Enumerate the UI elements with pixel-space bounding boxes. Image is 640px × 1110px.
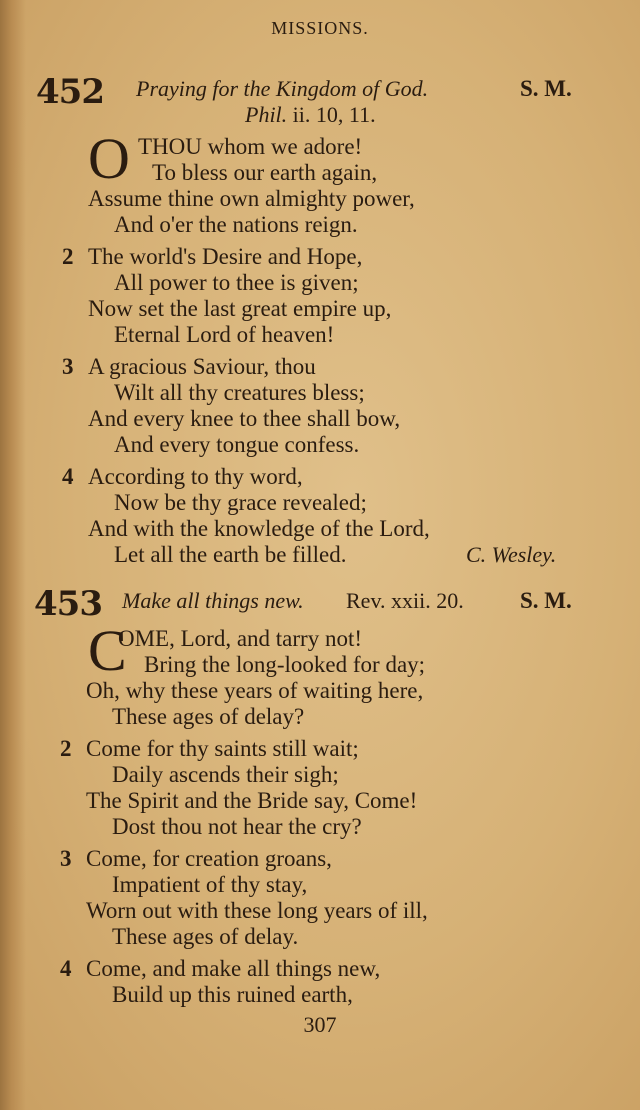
- hymn-title: Praying for the Kingdom of God.: [136, 76, 429, 101]
- verse-line: Eternal Lord of heaven!: [114, 322, 335, 347]
- drop-cap: O: [88, 126, 130, 191]
- verse-line: Worn out with these long years of ill,: [86, 898, 428, 923]
- verse-line: Oh, why these years of waiting here,: [86, 678, 424, 703]
- verse-line: THOU whom we adore!: [138, 134, 363, 159]
- hymn-meter: S. M.: [520, 76, 572, 101]
- verse-number: 3: [60, 846, 72, 871]
- verse-number: 4: [62, 464, 74, 489]
- page-edge-shadow: [0, 0, 26, 1110]
- scripture-ref: Rev. xxii. 20.: [346, 588, 464, 613]
- verse-line: Now be thy grace revealed;: [114, 490, 367, 515]
- verse-line: These ages of delay.: [112, 924, 299, 949]
- page-number: 307: [303, 1012, 337, 1037]
- verse-line: And every knee to thee shall bow,: [88, 406, 401, 431]
- verse-line: And with the knowledge of the Lord,: [88, 516, 430, 541]
- verse-line: Bring the long-looked for day;: [144, 652, 426, 677]
- verse-line: Daily ascends their sigh;: [112, 762, 339, 787]
- verse-line: Let all the earth be filled.: [114, 542, 347, 567]
- verse-number: 3: [62, 354, 74, 379]
- verse-line: OME, Lord, and tarry not!: [118, 626, 362, 651]
- verse-line: Dost thou not hear the cry?: [112, 814, 362, 839]
- hymn-number: 452: [36, 72, 104, 112]
- verse-line: Come, and make all things new,: [86, 956, 381, 981]
- verse-line: Come for thy saints still wait;: [86, 736, 359, 761]
- verse-number: 2: [60, 736, 72, 761]
- verse-line: Impatient of thy stay,: [112, 872, 308, 897]
- verse-line: Come, for creation groans,: [86, 846, 332, 871]
- verse-line: And o'er the nations reign.: [114, 212, 358, 237]
- verse-line: Wilt all thy creatures bless;: [114, 380, 365, 405]
- verse-line: According to thy word,: [88, 464, 303, 489]
- running-head: MISSIONS.: [271, 18, 369, 38]
- verse-line: These ages of delay?: [112, 704, 305, 729]
- verse-line: The Spirit and the Bride say, Come!: [86, 788, 418, 813]
- verse-line: Assume thine own almighty power,: [88, 186, 415, 211]
- verse-line: All power to thee is given;: [114, 270, 359, 295]
- verse-number: 2: [62, 244, 74, 269]
- verse-line: And every tongue confess.: [114, 432, 360, 457]
- hymn-number: 453: [34, 584, 102, 624]
- hymn-meter: S. M.: [520, 588, 572, 613]
- verse-number: 4: [60, 956, 72, 981]
- drop-cap: C: [88, 618, 127, 683]
- verse-line: To bless our earth again,: [152, 160, 378, 185]
- verse-line: Now set the last great empire up,: [88, 296, 392, 321]
- hymn-author: C. Wesley.: [466, 542, 557, 567]
- verse-line: The world's Desire and Hope,: [88, 244, 363, 269]
- hymn-title: Make all things new.: [122, 588, 304, 613]
- verse-line: Build up this ruined earth,: [112, 982, 353, 1007]
- scripture-ref: Phil. ii. 10, 11.: [245, 102, 376, 127]
- verse-line: A gracious Saviour, thou: [88, 354, 316, 379]
